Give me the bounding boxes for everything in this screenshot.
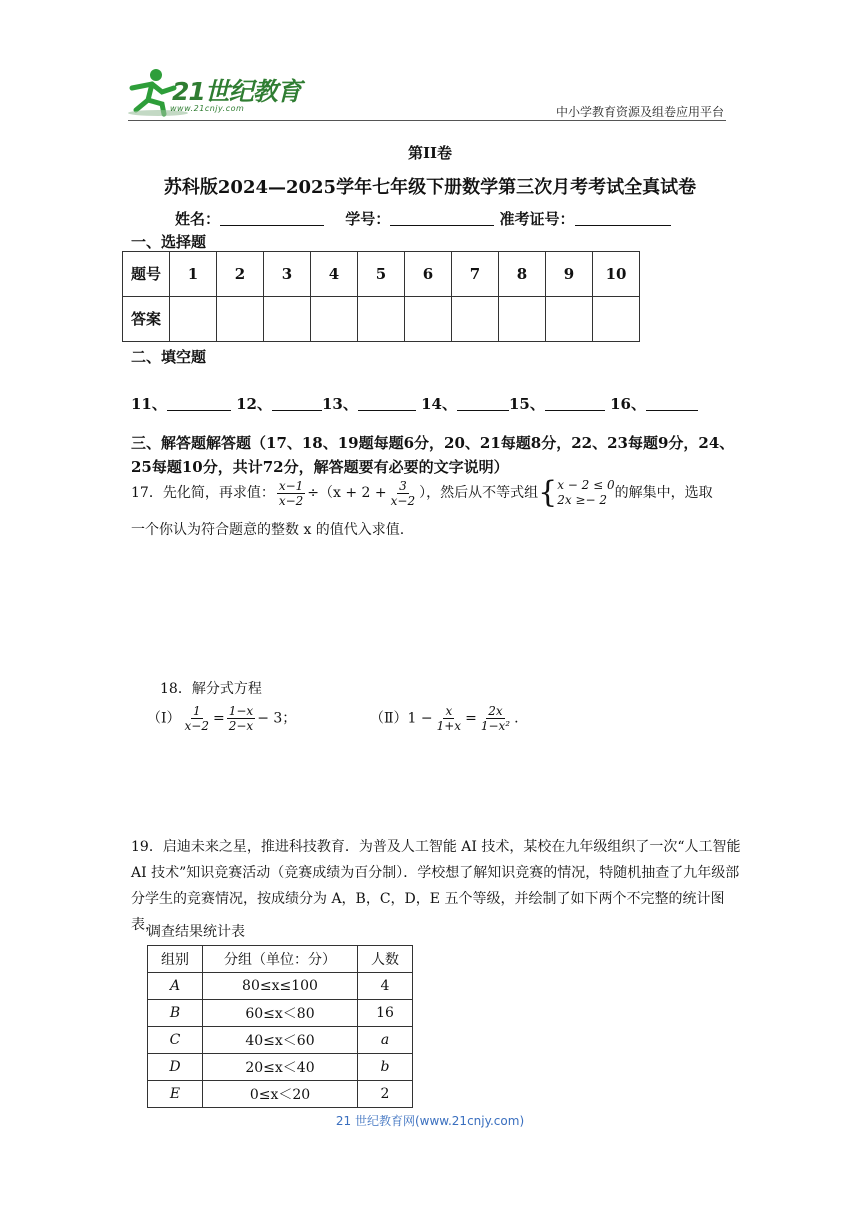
question-number: 4 [311, 252, 358, 297]
table-row [148, 1000, 413, 1027]
table-cell: E [148, 1081, 203, 1108]
question-17 [131, 475, 751, 510]
answer-cell[interactable] [170, 297, 217, 342]
header-divider [128, 120, 726, 121]
numerator: 2x [488, 704, 503, 718]
row-label-answer: 答案 [123, 297, 170, 342]
q17-mid: ÷（x + 2 + [307, 485, 387, 501]
row-label-number: 题号 [123, 252, 170, 297]
table-cell: C [148, 1027, 203, 1054]
table-row [148, 1054, 413, 1081]
inequality-1: x − 2 ≤ 0 [557, 478, 615, 492]
table-cell: D [148, 1054, 203, 1081]
answer-cell[interactable] [358, 297, 405, 342]
answer-cell[interactable] [546, 297, 593, 342]
answer-grid-answer-row [123, 297, 640, 342]
stats-table [147, 945, 413, 1108]
answer-grid [122, 251, 640, 342]
q18-p1-fraction-2 [227, 704, 255, 733]
part-label: （Ⅱ）1 − [370, 710, 433, 727]
numerator: 1−x [228, 704, 254, 718]
denominator: 2−x [228, 719, 254, 733]
fill-blank[interactable] [646, 394, 698, 411]
q17-inequality-system [538, 475, 615, 510]
answer-cell[interactable] [405, 297, 452, 342]
fill-label: 14、 [421, 395, 457, 413]
table-cell: A [148, 973, 203, 1000]
q18-p2-fraction-1 [435, 704, 463, 733]
brace-icon: { [538, 475, 558, 510]
table-cell: b [358, 1054, 413, 1081]
q18-lead: 18．解分式方程 [160, 681, 262, 697]
fill-blank[interactable] [358, 394, 416, 411]
name-blank[interactable] [220, 209, 324, 226]
logo-url: www.21cnjy.com [170, 104, 245, 113]
table-cell: 40≤x＜60 [203, 1027, 358, 1054]
answer-cell[interactable] [452, 297, 499, 342]
denominator: x−2 [390, 493, 416, 508]
id-blank[interactable] [390, 209, 494, 226]
q18-p2-tail: . [514, 710, 519, 727]
denominator: 1+x [436, 719, 462, 733]
q18-part-1 [147, 704, 296, 733]
table-header: 人数 [358, 946, 413, 973]
id-label: 学号： [345, 210, 391, 228]
q17-line-2: 一个你认为符合题意的整数 x 的值代入求值. [131, 522, 405, 538]
denominator: x−2 [184, 719, 209, 733]
answer-cell[interactable] [593, 297, 640, 342]
equals: = [465, 710, 477, 727]
student-info [175, 208, 687, 229]
equals: = [213, 710, 225, 727]
volume-label: 第II卷 [407, 144, 453, 162]
answer-grid-header-row [123, 252, 640, 297]
table-row [148, 973, 413, 1000]
denominator: x−2 [278, 493, 304, 508]
q18-p1-fraction-1 [183, 704, 211, 733]
q17-fraction-2 [389, 479, 417, 508]
table-cell: B [148, 1000, 203, 1027]
section-solve-title: 三、解答题解答题（17、18、19题每题6分，20、21每题8分，22、23每题9分，24、25每题10分，共计72分，解答题要有必要的文字说明） [131, 434, 735, 476]
table-cell: 60≤x＜80 [203, 1000, 358, 1027]
q17-fraction-1 [277, 479, 305, 508]
section-choice-title: 一、选择题 [131, 233, 207, 251]
section-fill-title: 二、填空题 [131, 348, 207, 366]
footer-link[interactable]: 21 世纪教育网(www.21cnjy.com) [335, 1114, 525, 1128]
answer-cell[interactable] [264, 297, 311, 342]
fill-label: 15、 [508, 395, 545, 413]
numerator: x−1 [278, 478, 304, 493]
inequality-2: 2x ≥− 2 [557, 493, 607, 507]
q18-part-2 [370, 704, 519, 733]
logo-text: 21世纪教育 [172, 77, 301, 106]
name-label: 姓名： [175, 210, 221, 228]
table-header: 分组（单位：分） [203, 946, 358, 973]
q18-p2-fraction-2 [479, 704, 512, 733]
question-number: 3 [264, 252, 311, 297]
fill-label: 16、 [610, 395, 646, 413]
question-number: 7 [452, 252, 499, 297]
numerator: x [445, 704, 453, 718]
q17-tail: 的解集中，选取 [614, 485, 713, 501]
exam-title: 苏科版2024—2025学年七年级下册数学第三次月考考试全真试卷 [163, 177, 697, 198]
question-number: 8 [499, 252, 546, 297]
answer-cell[interactable] [311, 297, 358, 342]
numerator: 1 [192, 704, 201, 718]
table-row [148, 1081, 413, 1108]
denominator: 1−x² [480, 719, 511, 733]
fill-label: 11、 [131, 395, 167, 413]
table-cell: 0≤x＜20 [203, 1081, 358, 1108]
q17-after: ），然后从不等式组 [419, 485, 539, 501]
q18-p1-tail: − 3； [257, 710, 297, 727]
table-header: 组别 [148, 946, 203, 973]
answer-cell[interactable] [499, 297, 546, 342]
fill-label: 13、 [321, 395, 358, 413]
question-number: 9 [546, 252, 593, 297]
question-19: 19．启迪未来之星，推进科技教育．为普及人工智能 AI 技术，某校在九年级组织了一次“人工智能 AI 技术”知识竞赛活动（竞赛成绩为百分制）．学校想了解知识竞赛的情况，特随机抽查了九年级部分学生的竞赛情况，按成绩分为 A，B，C，D，E 五个等级，并绘制了如下两个不完整的统计图表， [131, 839, 741, 933]
exam-id-blank[interactable] [575, 209, 671, 226]
table-cell: 80≤x≤100 [203, 973, 358, 1000]
table-header-row [148, 946, 413, 973]
numerator: 3 [399, 478, 407, 493]
fill-blank[interactable] [457, 394, 509, 411]
table-cell: 4 [358, 973, 413, 1000]
table-cell: 2 [358, 1081, 413, 1108]
fill-blank[interactable] [545, 394, 605, 411]
table-cell: 16 [358, 1000, 413, 1027]
table-row [148, 1027, 413, 1054]
exam-id-label: 准考证号： [499, 210, 575, 228]
part-label: （Ⅰ） [147, 710, 181, 727]
question-number: 2 [217, 252, 264, 297]
table-cell: 20≤x＜40 [203, 1054, 358, 1081]
fill-blank[interactable] [167, 394, 231, 411]
answer-cell[interactable] [217, 297, 264, 342]
question-number: 1 [170, 252, 217, 297]
q17-lead: 17．先化简，再求值： [131, 485, 275, 501]
table-cell: a [358, 1027, 413, 1054]
question-number: 10 [593, 252, 640, 297]
fill-label: 12、 [236, 395, 272, 413]
question-number: 6 [405, 252, 452, 297]
stats-table-title: 调查结果统计表 [147, 924, 245, 940]
question-number: 5 [358, 252, 405, 297]
fill-blanks-row [131, 393, 698, 414]
platform-label: 中小学教育资源及组卷应用平台 [555, 105, 724, 119]
fill-blank[interactable] [272, 394, 322, 411]
